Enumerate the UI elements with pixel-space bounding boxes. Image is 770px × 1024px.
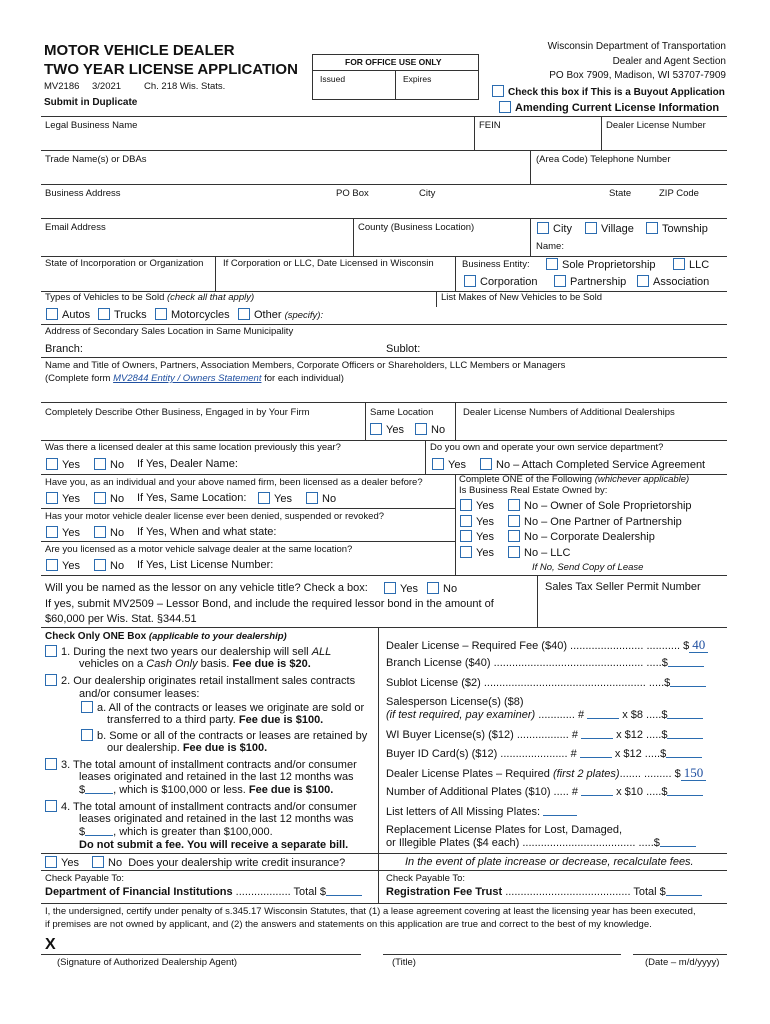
option-1-cont: vehicles on a Cash Only basis. Fee due is $20. (79, 658, 311, 670)
title-label: (Title) (392, 957, 416, 968)
secondary-location-label: Address of Secondary Sales Location in Same Municipality (45, 326, 294, 337)
service-dept-question: Do you own and operate your own service department? (430, 442, 664, 453)
certification-text-1: I, the undersigned, certify under penalty of s.345.17 Wisconsin Statutes, that (1) a lease agreement covering at least the licensing year has been executed, (45, 906, 696, 917)
option-1[interactable]: 1. During the next two years our dealership will sell ALL (45, 645, 331, 659)
salvage-yes-checkbox[interactable] (46, 559, 58, 571)
entity-association-checkbox[interactable] (637, 275, 649, 287)
vehicle-types-label: Types of Vehicles to be Sold (check all that apply) (45, 292, 255, 303)
vehicle-motorcycles-option[interactable]: Motorcycles (155, 308, 230, 322)
telephone-field[interactable]: (Area Code) Telephone Number (536, 154, 671, 165)
sales-tax-permit-field[interactable]: Sales Tax Seller Permit Number (545, 581, 701, 593)
real-estate-title: Complete ONE of the Following (whichever applicable) (459, 474, 690, 485)
real-estate-option-2[interactable]: No – One Partner of Partnership (508, 515, 682, 529)
fein-field[interactable]: FEIN (479, 120, 501, 131)
missing-plates-field[interactable] (543, 815, 577, 816)
amending-checkbox[interactable] (499, 101, 511, 113)
re-yes-1-checkbox[interactable] (460, 499, 472, 511)
option-2a[interactable]: a. All of the contracts or leases we originate are sold or (81, 701, 364, 715)
vehicle-trucks-option[interactable]: Trucks (98, 308, 147, 322)
entity-llc-checkbox[interactable] (673, 258, 685, 270)
salesperson-amount-field[interactable] (667, 718, 703, 719)
same-location-no[interactable]: No (415, 423, 445, 437)
service-dept-no[interactable]: No – Attach Completed Service Agreement (480, 458, 705, 472)
service-dept-yes[interactable]: Yes (432, 458, 466, 472)
state-of-incorporation-field[interactable]: State of Incorporation or Organization (45, 258, 204, 269)
fee-wi-buyer: WI Buyer License(s) ($12) ................. # x $12 .....$ (386, 729, 703, 742)
re-yes-3-checkbox[interactable] (460, 530, 472, 542)
county-field[interactable]: County (Business Location) (358, 222, 475, 233)
option-3[interactable]: 3. The total amount of installment contracts and/or consumer (45, 758, 357, 772)
option-4-checkbox[interactable] (45, 800, 57, 812)
salvage-yes[interactable]: Yes (46, 559, 80, 573)
form-date: 3/2021 (92, 81, 122, 92)
business-address-field[interactable]: Business Address (45, 188, 121, 199)
option-4-note: Do not submit a fee. You will receive a separate bill. (79, 839, 349, 851)
fee-replacement-plates: or Illegible Plates ($4 each) ..................................... .....$ (386, 837, 696, 850)
licensed-before-question: Have you, as an individual and your above named firm, been licensed as a dealer before? (45, 477, 423, 488)
option-3-cont: leases originated and retained in the last 12 months was (79, 771, 354, 783)
muni-township-checkbox[interactable] (646, 222, 658, 234)
option-4-amount[interactable]: $ , which is greater than $100,000. (79, 826, 273, 838)
plates-amount[interactable]: 150 (681, 765, 707, 781)
re-yes-4-checkbox[interactable] (460, 546, 472, 558)
entity-corporation-option[interactable]: Corporation (464, 275, 537, 289)
issued-label: Issued (320, 74, 346, 84)
real-estate-row-1[interactable]: Yes (460, 499, 494, 513)
lessor-yes-checkbox[interactable] (384, 582, 396, 594)
licensed-same-yes[interactable]: Yes (258, 492, 292, 506)
form-number: MV2186 (44, 81, 80, 92)
fee-dealer-plates: Dealer License Plates – Required (first 2 plates)....... ......... $ 150 (386, 766, 706, 781)
owners-label: Name and Title of Owners, Partners, Association Members, Corporate Officers or Shareholders, LLC Members or Managers (45, 360, 566, 371)
entity-sole-checkbox[interactable] (546, 258, 558, 270)
certification-text-2: if premises are not owned by applicant, and (2) the answers and statements on this application are true and correct to the best of my knowledge. (45, 919, 652, 930)
mv2844-link[interactable]: MV2844 Entity / Owners Statement (113, 373, 262, 384)
other-business-field[interactable]: Completely Describe Other Business, Engaged in by Your Firm (45, 407, 310, 418)
date-label: (Date – m/d/yyyy) (645, 957, 720, 968)
additional-dealerships-field[interactable]: Dealer License Numbers of Additional Dealerships (463, 407, 675, 418)
signature-line[interactable] (41, 954, 361, 955)
option-2[interactable]: 2. Our dealership originates retail installment sales contracts (45, 674, 355, 688)
licensed-before-yes[interactable]: Yes (46, 492, 80, 506)
fee-dealer-license: Dealer License – Required Fee ($40) ........................ ........... $ 40 (386, 638, 708, 653)
service-dept-yes-checkbox[interactable] (432, 458, 444, 470)
date-licensed-field[interactable]: If Corporation or LLC, Date Licensed in Wisconsin (223, 258, 434, 269)
fee-buyer-id: Buyer ID Card(s) ($12) ...................... # x $12 .....$ (386, 748, 702, 761)
salvage-license-field[interactable]: If Yes, List License Number: (137, 559, 274, 571)
lease-copy-note: If No, Send Copy of Lease (532, 562, 644, 573)
muni-township-option[interactable]: Township (646, 222, 708, 236)
re-no-3-checkbox[interactable] (508, 530, 520, 542)
muni-village-checkbox[interactable] (585, 222, 597, 234)
dfi-total-field[interactable] (326, 895, 362, 896)
re-no-4-checkbox[interactable] (508, 546, 520, 558)
licensed-same-yes-checkbox[interactable] (258, 492, 270, 504)
legal-business-name-field[interactable]: Legal Business Name (45, 120, 138, 131)
buyout-checkbox[interactable] (492, 85, 504, 97)
muni-city-checkbox[interactable] (537, 222, 549, 234)
statute: Ch. 218 Wis. Stats. (144, 81, 226, 92)
denied-no-checkbox[interactable] (94, 526, 106, 538)
credit-insurance-no-checkbox[interactable] (92, 856, 104, 868)
buyer-id-count-field[interactable] (580, 757, 612, 758)
licensed-before-yes-checkbox[interactable] (46, 492, 58, 504)
real-estate-subtitle: Is Business Real Estate Owned by: (459, 485, 608, 496)
licensed-same-location-label: If Yes, Same Location: (137, 492, 247, 504)
salvage-question: Are you licensed as a motor vehicle salvage dealer at the same location? (45, 544, 353, 555)
option-2-checkbox[interactable] (45, 674, 57, 686)
buyer-id-amount-field[interactable] (666, 757, 702, 758)
dealer-license-number-field[interactable]: Dealer License Number (606, 120, 706, 131)
fee-salesperson: (if test required, pay examiner) ............ # x $8 .....$ (386, 709, 703, 722)
denied-yes[interactable]: Yes (46, 526, 80, 540)
salesperson-count-field[interactable] (587, 718, 619, 719)
signature-label: (Signature of Authorized Dealership Agent) (57, 957, 238, 968)
expires-label: Expires (403, 74, 432, 84)
option-2b-cont: our dealership. Fee due is $100. (107, 742, 268, 754)
re-no-1-checkbox[interactable] (508, 499, 520, 511)
check-one-title: Check Only ONE Box (applicable to your dealership) (45, 631, 287, 642)
lessor-no[interactable]: No (427, 582, 457, 596)
vehicle-other-checkbox[interactable] (238, 308, 250, 320)
vehicle-other-option[interactable]: Other (specify): (238, 308, 323, 322)
sublot-field[interactable]: Sublot: (386, 343, 421, 355)
lessor-no-checkbox[interactable] (427, 582, 439, 594)
option-2a-cont: transferred to a third party. Fee due is $100. (107, 714, 324, 726)
date-line[interactable] (633, 954, 727, 955)
same-location-yes-checkbox[interactable] (370, 423, 382, 435)
denied-when-field[interactable]: If Yes, When and what state: (137, 526, 277, 538)
re-yes-2-checkbox[interactable] (460, 515, 472, 527)
licensed-same-no-checkbox[interactable] (306, 492, 318, 504)
wi-buyer-amount-field[interactable] (667, 738, 703, 739)
entity-association-option[interactable]: Association (637, 275, 709, 289)
same-location-no-checkbox[interactable] (415, 423, 427, 435)
same-location-label: Same Location (370, 407, 434, 418)
signature-x-mark: X (45, 936, 56, 953)
buyout-checkbox-row[interactable]: Check this box if This is a Buyout Application (492, 85, 725, 99)
payee-registration-fee-trust: Registration Fee Trust ......................................... Total $ (386, 886, 702, 899)
trade-names-field[interactable]: Trade Name(s) or DBAs (45, 154, 147, 165)
payable-to-right-label: Check Payable To: (386, 873, 466, 884)
amending-checkbox-row[interactable]: Amending Current License Information (499, 101, 719, 115)
option-2-cont: and/or consumer leases: (79, 688, 200, 700)
option-2a-checkbox[interactable] (81, 701, 93, 713)
lessor-bond-amount: $60,000 per Wis. Stat. §344.51 (45, 613, 197, 625)
replacement-plates-label: Replacement License Plates for Lost, Damaged, (386, 824, 623, 836)
option-3-amount[interactable]: $ , which is $100,000 or less. Fee due is $100. (79, 784, 334, 796)
entity-llc-option[interactable]: LLC (673, 258, 709, 272)
fee-sublot-license: Sublot License ($2) ..................................................... .....$ (386, 677, 706, 690)
lessor-yes[interactable]: Yes (384, 582, 418, 596)
po-box-field[interactable]: PO Box (336, 188, 369, 199)
option-1-checkbox[interactable] (45, 645, 57, 657)
option-2b[interactable]: b. Some or all of the contracts or leases are retained by (81, 729, 367, 743)
vehicle-autos-option[interactable]: Autos (46, 308, 90, 322)
muni-city-option[interactable]: City (537, 222, 572, 236)
replacement-amount-field[interactable] (660, 846, 696, 847)
entity-partnership-checkbox[interactable] (554, 275, 566, 287)
prev-dealer-no[interactable]: No (94, 458, 124, 472)
owners-note: (Complete form MV2844 Entity / Owners Statement for each individual) (45, 373, 344, 384)
option-4-cont: leases originated and retained in the last 12 months was (79, 813, 354, 825)
real-estate-option-3[interactable]: No – Corporate Dealership (508, 530, 655, 544)
muni-name-field[interactable]: Name: (536, 241, 564, 252)
licensed-before-no-checkbox[interactable] (94, 492, 106, 504)
submit-instruction: Submit in Duplicate (44, 97, 138, 108)
form-title-line1: MOTOR VEHICLE DEALER (44, 42, 235, 59)
salvage-no[interactable]: No (94, 559, 124, 573)
payee-dfi: Department of Financial Institutions .................. Total $ (45, 886, 362, 899)
credit-insurance-yes-checkbox[interactable] (45, 856, 57, 868)
additional-plates-amount-field[interactable] (667, 795, 703, 796)
denied-yes-checkbox[interactable] (46, 526, 58, 538)
fee-salesperson-label: Salesperson License(s) ($8) (386, 696, 524, 708)
fee-branch-license: Branch License ($40) ................................................. .....$ (386, 657, 704, 670)
vehicle-motorcycles-checkbox[interactable] (155, 308, 167, 320)
denied-question: Has your motor vehicle dealer license ever been denied, suspended or revoked? (45, 511, 385, 522)
option-4[interactable]: 4. The total amount of installment contracts and/or consumer (45, 800, 357, 814)
real-estate-option-1[interactable]: No – Owner of Sole Proprietorship (508, 499, 692, 513)
prev-dealer-question: Was there a licensed dealer at this same location previously this year? (45, 442, 341, 453)
agency-name: Wisconsin Department of Transportation (547, 41, 726, 52)
entity-partnership-option[interactable]: Partnership (554, 275, 626, 289)
real-estate-row-3[interactable]: Yes (460, 530, 494, 544)
vehicle-autos-checkbox[interactable] (46, 308, 58, 320)
form-title-line2: TWO YEAR LICENSE APPLICATION (44, 61, 298, 78)
credit-insurance-question[interactable]: No Does your dealership write credit insurance? (92, 856, 345, 870)
salvage-no-checkbox[interactable] (94, 559, 106, 571)
registration-total-field[interactable] (666, 895, 702, 896)
wi-buyer-count-field[interactable] (581, 738, 613, 739)
real-estate-option-4[interactable]: No – LLC (508, 546, 570, 560)
entity-sole-option[interactable]: Sole Proprietorship (546, 258, 656, 272)
denied-no[interactable]: No (94, 526, 124, 540)
licensed-before-no[interactable]: No (94, 492, 124, 506)
branch-amount-field[interactable] (668, 666, 704, 667)
office-use-label: FOR OFFICE USE ONLY (345, 57, 442, 67)
email-field[interactable]: Email Address (45, 222, 106, 233)
agency-section: Dealer and Agent Section (612, 56, 726, 67)
service-dept-no-checkbox[interactable] (480, 458, 492, 470)
recalculate-note: In the event of plate increase or decrease, recalculate fees. (405, 856, 694, 868)
prev-dealer-yes[interactable]: Yes (46, 458, 80, 472)
prev-dealer-no-checkbox[interactable] (94, 458, 106, 470)
option-3-checkbox[interactable] (45, 758, 57, 770)
lessor-question: Will you be named as the lessor on any vehicle title? Check a box: (45, 582, 368, 594)
vehicle-trucks-checkbox[interactable] (98, 308, 110, 320)
option-2b-checkbox[interactable] (81, 729, 93, 741)
dealer-license-amount[interactable]: 40 (689, 637, 708, 653)
same-location-yes[interactable]: Yes (370, 423, 404, 437)
entity-label: Business Entity: (462, 259, 530, 270)
agency-address: PO Box 7909, Madison, WI 53707-7909 (549, 70, 726, 81)
prev-dealer-name-field[interactable]: If Yes, Dealer Name: (137, 458, 238, 470)
lessor-instruction: If yes, submit MV2509 – Lessor Bond, and include the required lessor bond in the amount of (45, 598, 494, 610)
fee-additional-plates: Number of Additional Plates ($10) ..... # x $10 .....$ (386, 786, 703, 799)
additional-plates-count-field[interactable] (581, 795, 613, 796)
entity-corporation-checkbox[interactable] (464, 275, 476, 287)
licensed-same-no[interactable]: No (306, 492, 336, 506)
new-vehicle-makes-field[interactable]: List Makes of New Vehicles to be Sold (441, 292, 603, 303)
zip-field[interactable]: ZIP Code (659, 188, 699, 199)
missing-plates: List letters of All Missing Plates: (386, 806, 577, 819)
state-field[interactable]: State (609, 188, 632, 199)
real-estate-row-2[interactable]: Yes (460, 515, 494, 529)
title-line[interactable] (383, 954, 621, 955)
real-estate-row-4[interactable]: Yes (460, 546, 494, 560)
muni-village-option[interactable]: Village (585, 222, 634, 236)
city-field[interactable]: City (419, 188, 436, 199)
credit-insurance-yes[interactable]: Yes (45, 856, 79, 870)
sublot-amount-field[interactable] (670, 686, 706, 687)
payable-to-left-label: Check Payable To: (45, 873, 125, 884)
branch-field[interactable]: Branch: (45, 343, 83, 355)
re-no-2-checkbox[interactable] (508, 515, 520, 527)
prev-dealer-yes-checkbox[interactable] (46, 458, 58, 470)
